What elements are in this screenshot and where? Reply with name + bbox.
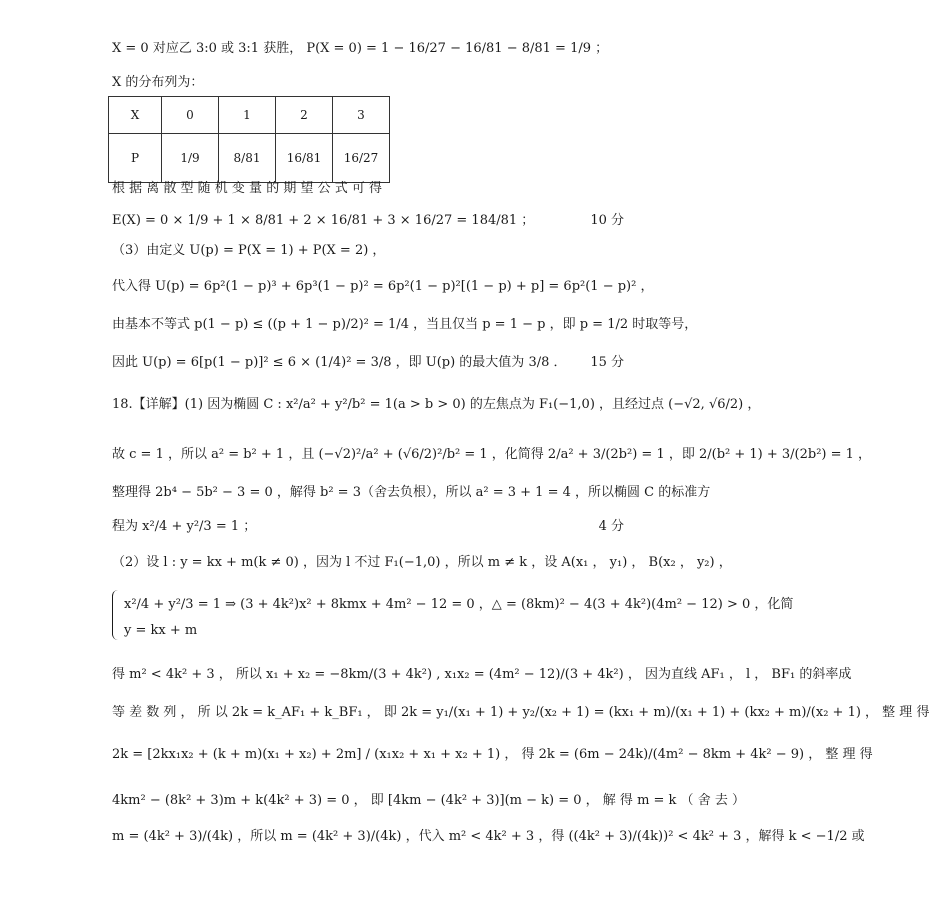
text-line-11: 整理得 2b⁴ − 5b² − 3 = 0 ，解得 b² = 3（舍去负根），所以 a² = 3 + 1 = 4 ，所以椭圆 C 的标准方	[112, 485, 711, 500]
text-line-7: 由基本不等式 p(1 − p) ≤ ((p + 1 − p)/2)² = 1/4 ，当且仅当 p = 1 − p ，即 p = 1/2 时取等号，	[112, 317, 698, 332]
table-header-cell: 1	[219, 97, 276, 134]
max-value-formula: 因此 U(p) = 6[p(1 − p)]² ≤ 6 × (1/4)² = 3/8 ，即 U(p) 的最大值为 3/8 ．	[112, 355, 567, 370]
ellipse-equation: 程为 x²/4 + y²/3 = 1 ；	[112, 519, 257, 534]
score-10: 10 分	[590, 213, 624, 228]
score-4: 4 分	[598, 519, 624, 534]
table-cell: 16/27	[333, 134, 390, 183]
text-line-5: （3）由定义 U(p) = P(X = 1) + P(X = 2) ，	[112, 243, 386, 258]
table-cell: 16/81	[276, 134, 333, 183]
text-line-15: 得 m² < 4k² + 3 ， 所以 x₁ + x₂ = −8km/(3 + 4k²) , x₁x₂ = (4m² − 12)/(3 + 4k²) ， 因为直线 AF₁ ， l ， BF₁ 的斜率成	[112, 667, 852, 682]
expectation-formula: E(X) = 0 × 1/9 + 1 × 8/81 + 2 × 16/81 + 3 × 16/27 = 184/81 ；	[112, 213, 535, 228]
text-line-1: X = 0 对应乙 3:0 或 3:1 获胜， P(X = 0) = 1 − 16/27 − 16/81 − 8/81 = 1/9 ；	[112, 41, 609, 56]
text-line-14b: y = kx + m	[124, 623, 198, 638]
text-line-16: 等 差 数 列 ， 所 以 2k = k_AF₁ + k_BF₁ ， 即 2k = y₁/(x₁ + 1) + y₂/(x₂ + 1) = (kx₁ + m)/(x₁ + 1) + (kx₂ + m)/(x₂ + 1) ， 整 理 得	[112, 705, 929, 720]
text-line-13: （2）设 l : y = kx + m(k ≠ 0) ，因为 l 不过 F₁(−1,0) ，所以 m ≠ k ，设 A(x₁ ， y₁) ， B(x₂ ， y₂) ，	[112, 555, 732, 570]
text-line-9: 18.【详解】(1) 因为椭圆 C : x²/a² + y²/b² = 1(a > b > 0) 的左焦点为 F₁(−1,0) ，且经过点 (−√2, √6/2) ，	[112, 397, 761, 412]
table-header-cell: 3	[333, 97, 390, 134]
table-cell: 8/81	[219, 134, 276, 183]
table-header-cell: 0	[162, 97, 219, 134]
text-line-10: 故 c = 1 ，所以 a² = b² + 1 ，且 (−√2)²/a² + (√6/2)²/b² = 1 ，化简得 2/a² + 3/(2b²) = 1 ，即 2/(b² + 1) + 3/(2b²) = 1 ，	[112, 447, 872, 462]
text-line-14a: x²/4 + y²/3 = 1 ⇒ (3 + 4k²)x² + 8kmx + 4m² − 12 = 0 ，△ = (8km)² − 4(3 + 4k²)(4m² − 12) > 0 ，化简	[124, 597, 794, 612]
text-line-2: X 的分布列为：	[112, 75, 204, 90]
text-line-18: 4km² − (8k² + 3)m + k(4k² + 3) = 0 ， 即 [4km − (4k² + 3)](m − k) = 0 ， 解 得 m = k （ 舍 去 ）	[112, 793, 745, 808]
text-line-12	[112, 516, 624, 538]
text-line-6: 代入得 U(p) = 6p²(1 − p)³ + 6p³(1 − p)² = 6p²(1 − p)²[(1 − p) + p] = 6p²(1 − p)² ，	[112, 279, 654, 294]
distribution-table	[108, 96, 390, 183]
text-line-19: m = (4k² + 3)/(4k) ，所以 m = (4k² + 3)/(4k) ，代入 m² < 4k² + 3 ，得 ((4k² + 3)/(4k))² < 4k² + 3 ，解得 k < −1/2 或	[112, 829, 865, 844]
system-brace	[112, 590, 123, 640]
text-line-17: 2k = [2kx₁x₂ + (k + m)(x₁ + x₂) + 2m] / (x₁x₂ + x₁ + x₂ + 1) ， 得 2k = (6m − 24k)/(4m² − 8km + 4k² − 9) ， 整 理 得	[112, 747, 873, 762]
table-header-cell: 2	[276, 97, 333, 134]
score-15: 15 分	[590, 355, 624, 370]
text-line-8	[112, 352, 624, 374]
table-row-label: P	[109, 134, 162, 183]
text-line-4	[112, 210, 624, 232]
text-line-3: 根 据 离 散 型 随 机 变 量 的 期 望 公 式 可 得	[112, 181, 382, 196]
table-cell: 1/9	[162, 134, 219, 183]
table-header-cell: X	[109, 97, 162, 134]
